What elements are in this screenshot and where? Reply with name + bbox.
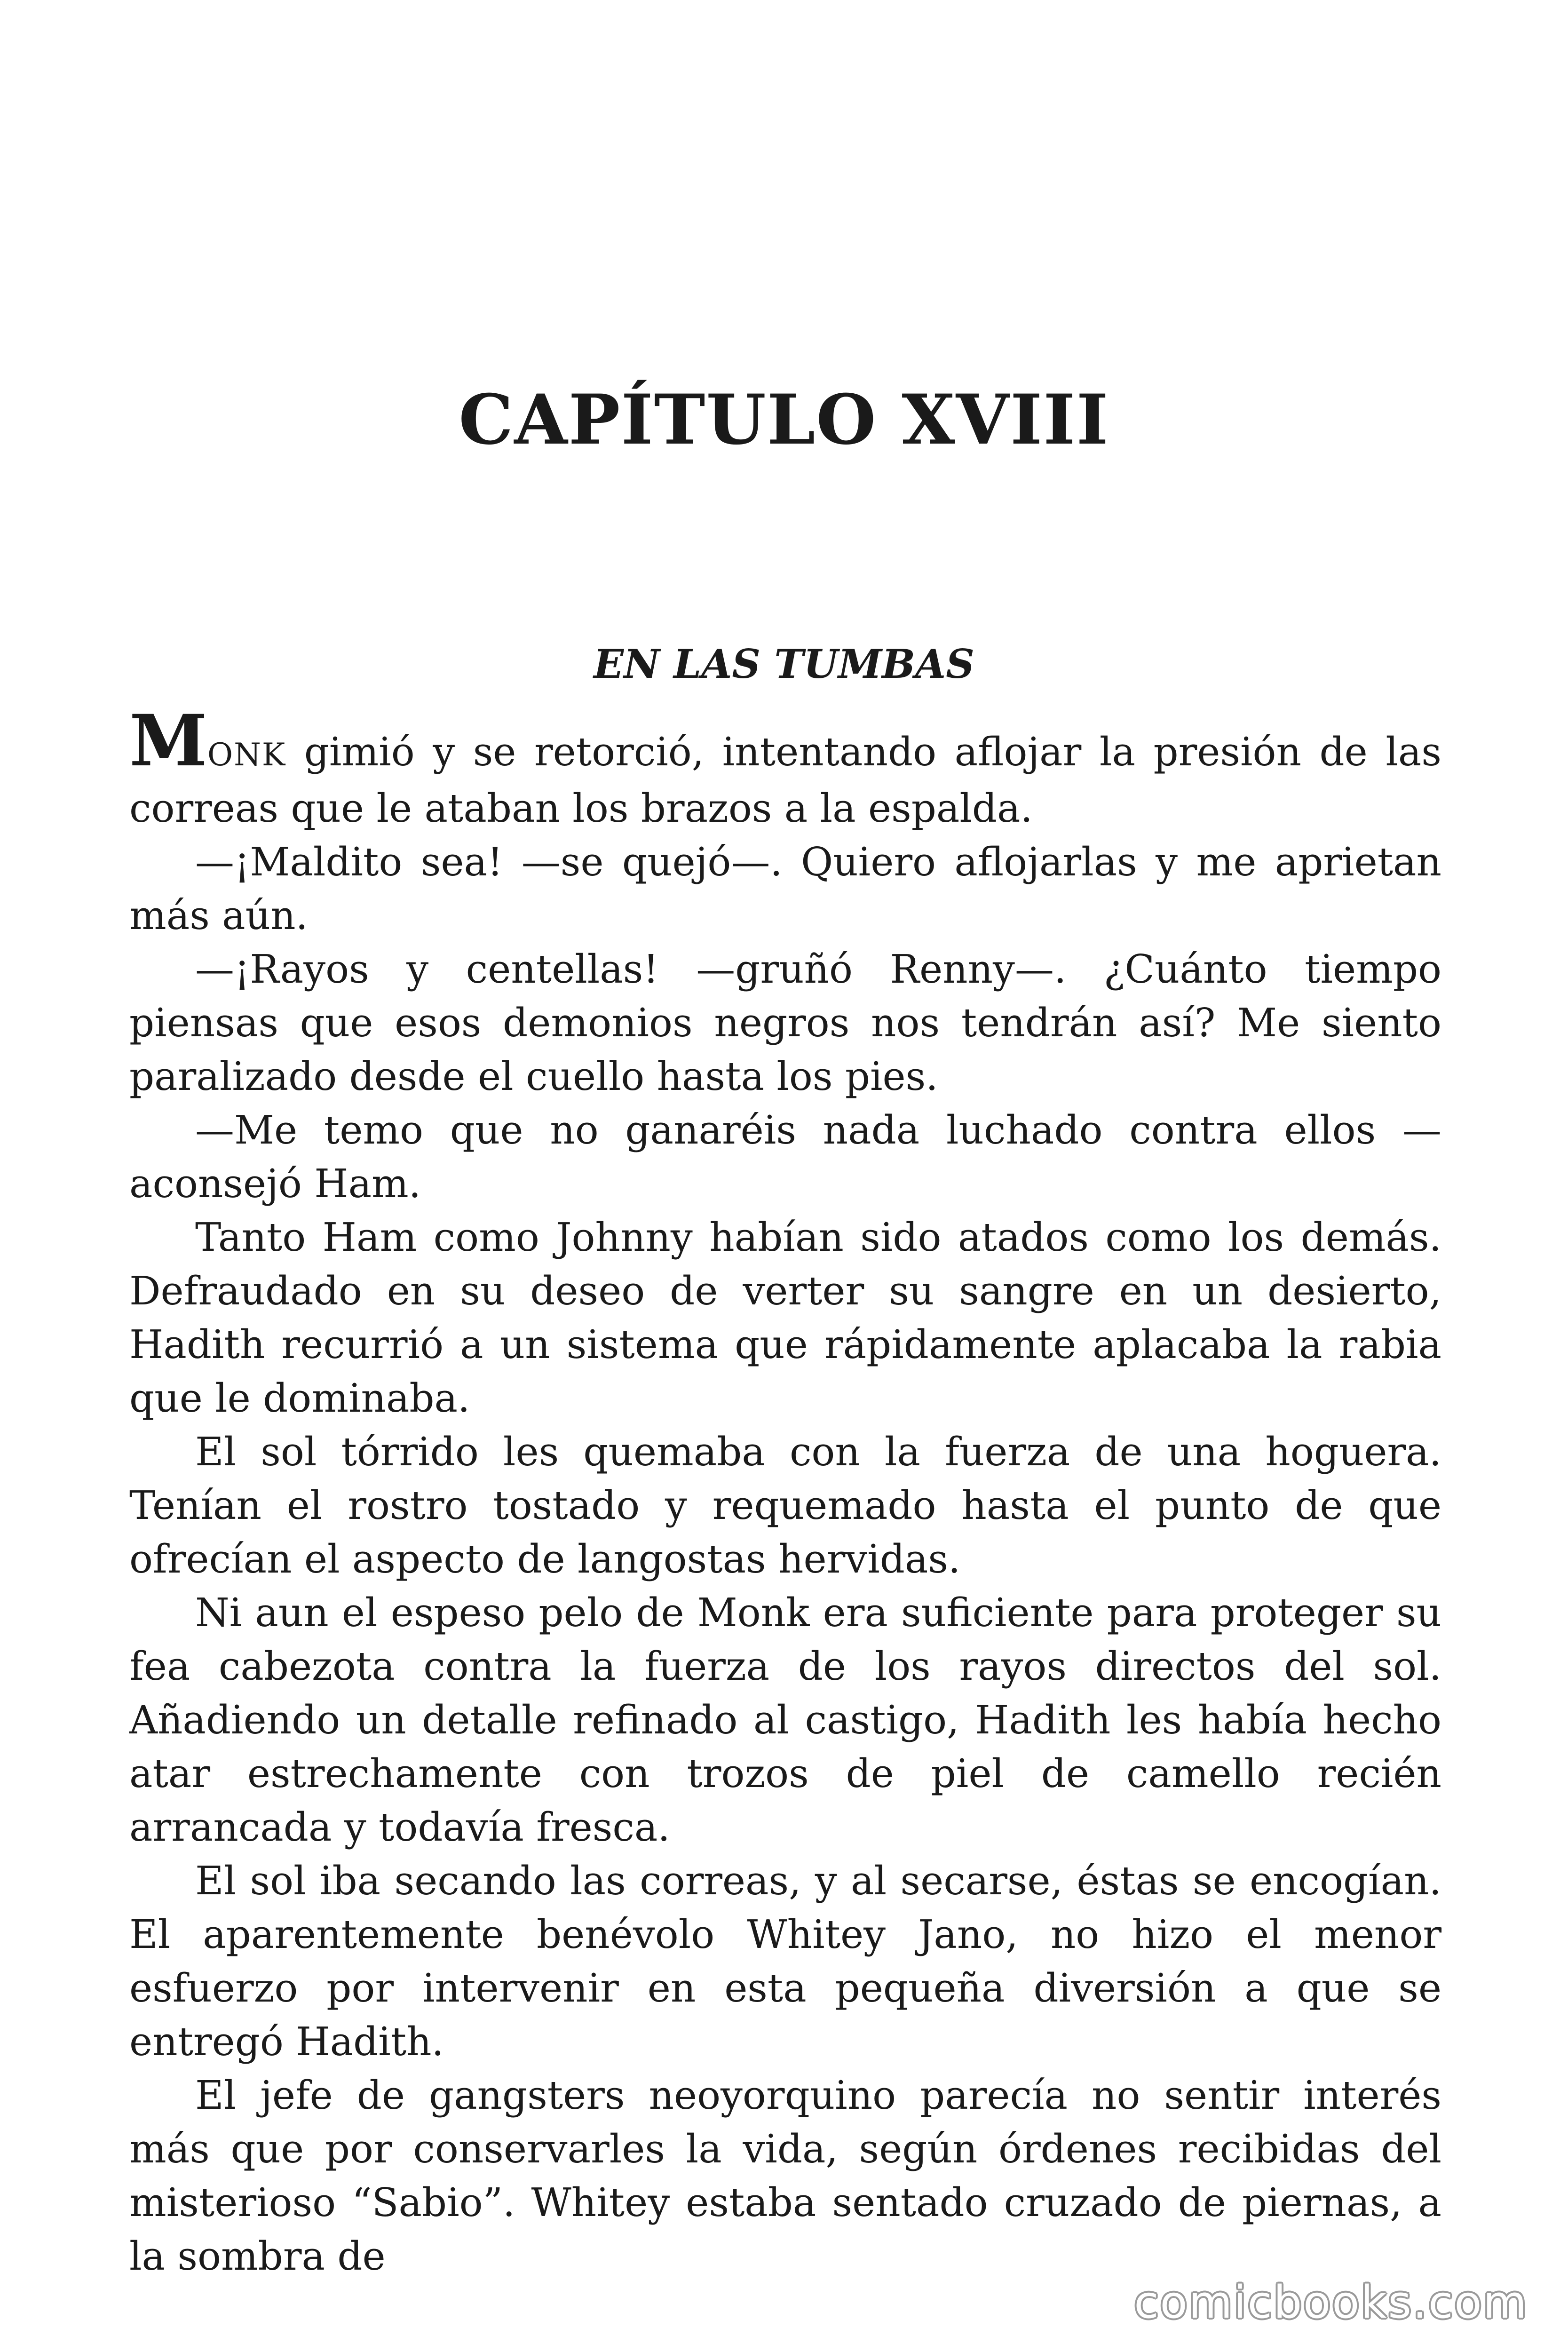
paragraph: Ni aun el espeso pelo de Monk era suficiente para proteger su fea cabezota contra la fuerza de los rayos directos del sol. Añadiendo un detalle refinado al castigo, Hadith les había hecho atar estrechamente con trozos de piel de camello recién arrancada y todavía fresca. — [129, 1590, 1441, 1850]
lead-small-caps: ONK — [207, 737, 286, 773]
paragraph-text: gimió y se retorció, intentando aflojar la presión de las correas que le ataban los brazos a la espalda. — [129, 729, 1441, 831]
paragraph — [129, 699, 1441, 835]
paragraph: El sol tórrido les quemaba con la fuerza de una hoguera. Tenían el rostro tostado y requemado hasta el punto de que ofrecían el aspecto de langostas hervidas. — [129, 1429, 1441, 1582]
paragraph: —Me temo que no ganaréis nada luchado contra ellos —aconsejó Ham. — [129, 1107, 1441, 1207]
drop-cap: M — [129, 699, 208, 782]
chapter-title: CAPÍTULO XVIII — [459, 380, 1109, 460]
paragraph: —¡Maldito sea! —se quejó—. Quiero aflojarlas y me aprietan más aún. — [129, 839, 1441, 938]
watermark: comicbooks.com — [1134, 2277, 1528, 2328]
chapter-subtitle: EN LAS TUMBAS — [594, 641, 974, 687]
paragraph: —¡Rayos y centellas! —gruñó Renny—. ¿Cuánto tiempo piensas que esos demonios negros nos tendrán así? Me siento paralizado desde el cuello hasta los pies. — [129, 946, 1441, 1099]
paragraph: El jefe de gangsters neoyorquino parecía no sentir interés más que por conservarles la vida, según órdenes recibidas del misterioso “Sabio”. Whitey estaba sentado cruzado de piernas, a la sombra de — [129, 2073, 1441, 2279]
body-text — [129, 699, 1441, 2283]
paragraph: El sol iba secando las correas, y al secarse, éstas se encogían. El aparentemente benévolo Whitey Jano, no hizo el menor esfuerzo por intervenir en esta pequeña diversión a que se entregó Hadith. — [129, 1858, 1441, 2065]
paragraph: Tanto Ham como Johnny habían sido atados como los demás. Defraudado en su deseo de verter su sangre en un desierto, Hadith recurrió a un sistema que rápidamente aplacaba la rabia que le dominaba. — [129, 1215, 1441, 1421]
